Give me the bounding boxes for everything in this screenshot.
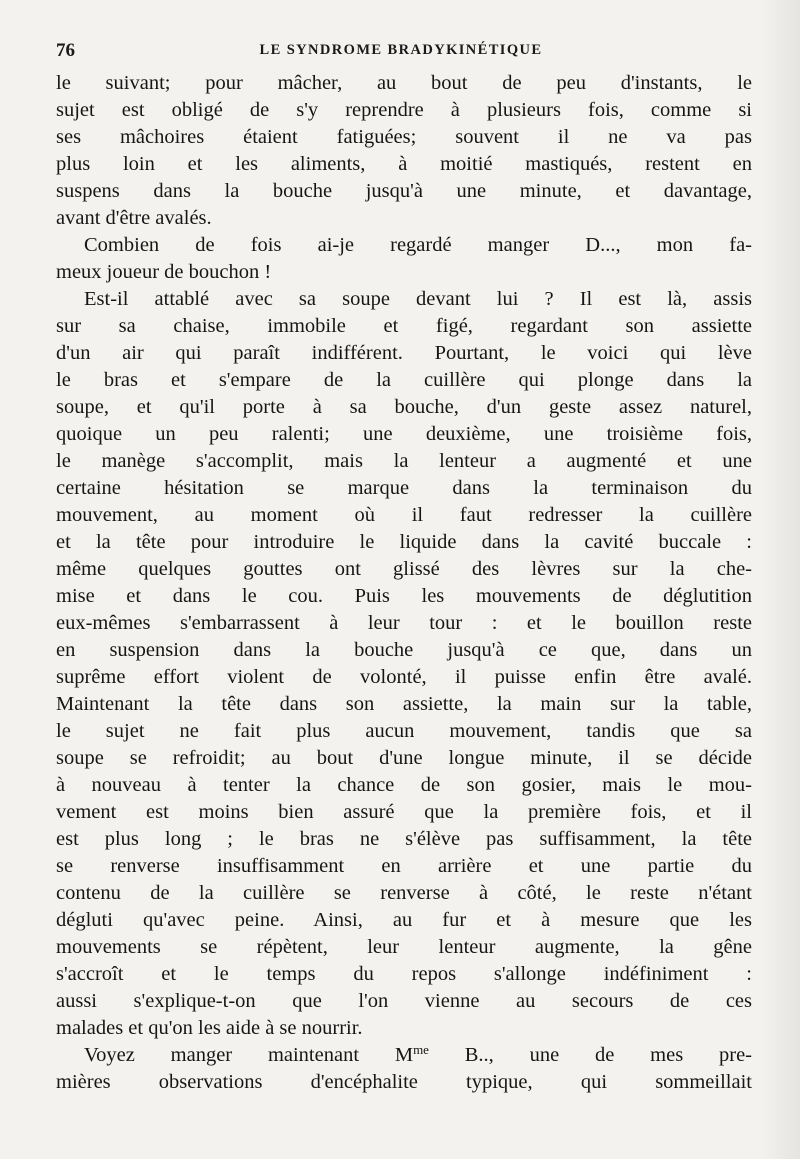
text-line: eux-mêmes s'embarrassent à leur tour : et le bouillon reste [56, 612, 752, 634]
text-line: le manège s'accomplit, mais la lenteur a augmenté et une [56, 450, 752, 472]
text-line: mières observations d'encéphalite typique, qui sommeillait [56, 1071, 752, 1093]
text-line: soupe, et qu'il porte à sa bouche, d'un geste assez naturel, [56, 396, 752, 418]
text-line: meux joueur de bouchon ! [56, 261, 272, 283]
text-line: Est-il attablé avec sa soupe devant lui ? Il est là, assis [84, 288, 752, 310]
text-line: à nouveau à tenter la chance de son gosier, mais le mou- [56, 774, 752, 796]
text-line: et la tête pour introduire le liquide dans la cavité buccale : [56, 531, 752, 553]
text-line: quoique un peu ralenti; une deuxième, une troisième fois, [56, 423, 752, 445]
text-line: avant d'être avalés. [56, 207, 212, 229]
text-line: mise et dans le cou. Puis les mouvements de déglutition [56, 585, 752, 607]
page-header [56, 40, 746, 66]
text-line: sur sa chaise, immobile et figé, regardant son assiette [56, 315, 752, 337]
text-line: malades et qu'on les aide à se nourrir. [56, 1017, 363, 1039]
text-line: contenu de la cuillère se renverse à côté, le reste n'étant [56, 882, 752, 904]
text-line: aussi s'explique-t-on que l'on vienne au secours de ces [56, 990, 752, 1012]
superscript-abbrev: me [413, 1042, 429, 1057]
body-text [56, 70, 752, 1096]
text-line: vement est moins bien assuré que la première fois, et il [56, 801, 752, 823]
text-fragment: Voyez manger maintenant M [84, 1044, 414, 1066]
text-line: sujet est obligé de s'y reprendre à plusieurs fois, comme si [56, 99, 752, 121]
text-line: d'un air qui paraît indifférent. Pourtant, le voici qui lève [56, 342, 752, 364]
text-line [56, 1042, 752, 1069]
text-line: ses mâchoires étaient fatiguées; souvent il ne va pas [56, 126, 752, 148]
text-fragment: B.., une de mes pre- [428, 1044, 752, 1066]
page-number: 76 [56, 40, 75, 61]
text-line: le sujet ne fait plus aucun mouvement, tandis que sa [56, 720, 752, 742]
text-line: soupe se refroidit; au bout d'une longue minute, il se décide [56, 747, 752, 769]
text-line: se renverse insuffisamment en arrière et une partie du [56, 855, 752, 877]
text-line: s'accroît et le temps du repos s'allonge indéfiniment : [56, 963, 752, 985]
text-line: plus loin et les aliments, à moitié mastiqués, restent en [56, 153, 752, 175]
text-line: est plus long ; le bras ne s'élève pas suffisamment, la tête [56, 828, 752, 850]
text-line: certaine hésitation se marque dans la terminaison du [56, 477, 752, 499]
text-line: Maintenant la tête dans son assiette, la main sur la table, [56, 693, 752, 715]
text-line: suprême effort violent de volonté, il puisse enfin être avalé. [56, 666, 752, 688]
text-line: en suspension dans la bouche jusqu'à ce que, dans un [56, 639, 752, 661]
text-line: même quelques gouttes ont glissé des lèvres sur la che- [56, 558, 752, 580]
text-line: mouvement, au moment où il faut redresser la cuillère [56, 504, 752, 526]
text-line: mouvements se répètent, leur lenteur augmente, la gêne [56, 936, 752, 958]
text-line: le bras et s'empare de la cuillère qui plonge dans la [56, 369, 752, 391]
running-title: LE SYNDROME BRADYKINÉTIQUE [259, 42, 543, 58]
text-line: suspens dans la bouche jusqu'à une minute, et davantage, [56, 180, 752, 202]
text-line: Combien de fois ai-je regardé manger D..., mon fa- [84, 234, 752, 256]
text-line: le suivant; pour mâcher, au bout de peu d'instants, le [56, 72, 752, 94]
text-line: dégluti qu'avec peine. Ainsi, au fur et à mesure que les [56, 909, 752, 931]
